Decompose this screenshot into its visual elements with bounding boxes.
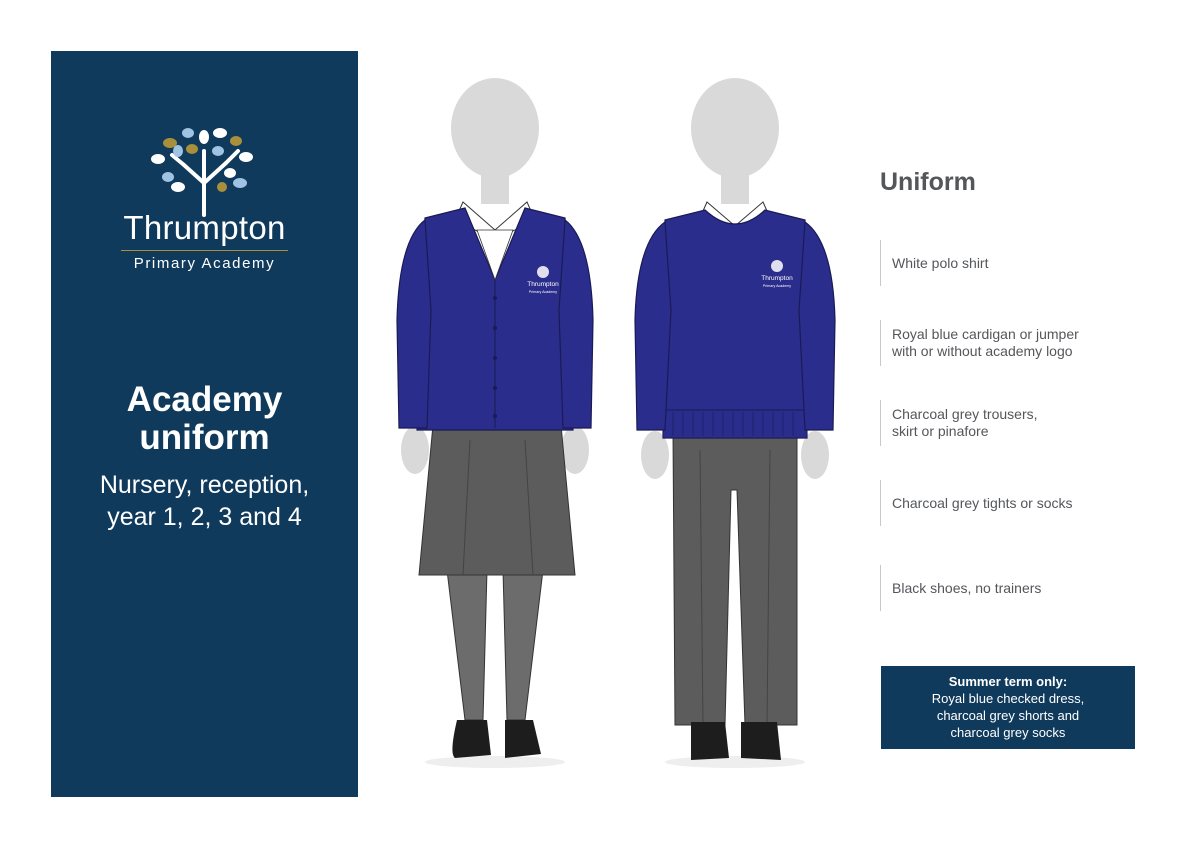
- uniform-item-shoes: [880, 565, 1140, 611]
- jumper-logo-name: Thrumpton: [761, 275, 793, 282]
- uniform-item-text: Black shoes, no trainers: [892, 579, 1042, 596]
- page-title: Academy uniform: [126, 380, 283, 457]
- brand-divider: [121, 250, 288, 251]
- uniform-item-text: Royal blue cardigan or jumper with or without academy logo: [892, 326, 1079, 359]
- cardigan-logo-name: Thrumpton: [527, 281, 559, 288]
- summer-title: Summer term only:: [948, 674, 1068, 689]
- summer-note: [881, 666, 1135, 749]
- jumper-logo-subtitle: Primary Academy: [762, 284, 792, 288]
- year-groups: Nursery, reception, year 1, 2, 3 and 4: [99, 471, 310, 531]
- uniform-illustration: [385, 70, 865, 790]
- girl-figure: [397, 78, 593, 758]
- uniform-item-cardigan: [880, 320, 1140, 366]
- uniform-item-text: Charcoal grey trousers, skirt or pinafore: [892, 406, 1038, 439]
- uniform-heading: Uniform: [880, 168, 976, 196]
- brand-name: Thrumpton: [123, 209, 286, 246]
- uniform-item-shirt: [880, 240, 1140, 286]
- boy-figure: [635, 78, 835, 760]
- info-panel: [51, 51, 358, 797]
- tree-logo-icon: [148, 125, 260, 217]
- brand-subtitle: Primary Academy: [133, 255, 276, 272]
- uniform-item-text: White polo shirt: [892, 254, 989, 271]
- summer-text: Royal blue checked dress, charcoal grey shorts and charcoal grey socks: [931, 691, 1085, 740]
- uniform-item-text: Charcoal grey tights or socks: [892, 494, 1073, 511]
- uniform-item-tights: [880, 480, 1140, 526]
- uniform-item-trousers: [880, 400, 1140, 446]
- cardigan-logo-subtitle: Primary Academy: [528, 290, 558, 294]
